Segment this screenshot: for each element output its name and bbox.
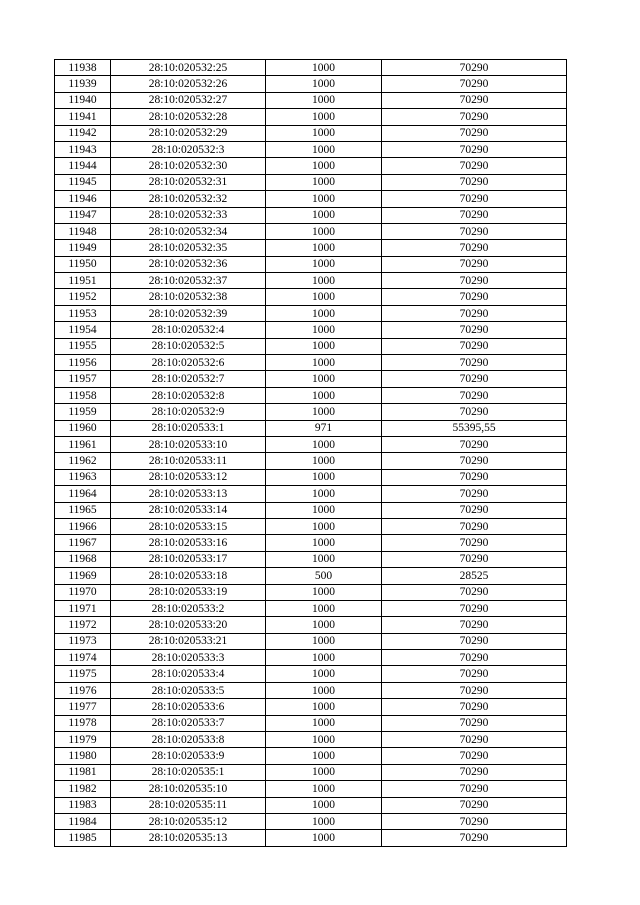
value-cell: 70290 [382,584,567,600]
area-cell: 1000 [266,371,382,387]
row-number-cell: 11945 [55,174,111,190]
area-cell: 1000 [266,781,382,797]
area-cell: 1000 [266,141,382,157]
area-cell: 1000 [266,469,382,485]
value-cell: 70290 [382,633,567,649]
cadastral-number-cell: 28:10:020533:15 [111,518,266,534]
table-row [55,305,567,321]
row-number-cell: 11953 [55,305,111,321]
area-cell: 1000 [266,355,382,371]
value-cell: 70290 [382,191,567,207]
cadastral-number-cell: 28:10:020533:1 [111,420,266,436]
table-row [55,568,567,584]
value-cell: 70290 [382,223,567,239]
value-cell: 70290 [382,256,567,272]
cadastral-number-cell: 28:10:020533:21 [111,633,266,649]
cadastral-number-cell: 28:10:020532:5 [111,338,266,354]
area-cell: 1000 [266,813,382,829]
value-cell: 70290 [382,732,567,748]
value-cell: 70290 [382,830,567,846]
area-cell: 1000 [266,273,382,289]
area-cell: 1000 [266,322,382,338]
area-cell: 1000 [266,125,382,141]
table-row [55,830,567,846]
table-row [55,584,567,600]
cadastral-number-cell: 28:10:020532:32 [111,191,266,207]
row-number-cell: 11957 [55,371,111,387]
row-number-cell: 11946 [55,191,111,207]
row-number-cell: 11948 [55,223,111,239]
value-cell: 70290 [382,371,567,387]
value-cell: 70290 [382,551,567,567]
value-cell: 70290 [382,355,567,371]
table-row [55,650,567,666]
table-row [55,223,567,239]
value-cell: 70290 [382,813,567,829]
table-row [55,535,567,551]
cadastral-number-cell: 28:10:020532:33 [111,207,266,223]
value-cell: 70290 [382,76,567,92]
area-cell: 1000 [266,207,382,223]
row-number-cell: 11982 [55,781,111,797]
row-number-cell: 11950 [55,256,111,272]
table-row [55,322,567,338]
area-cell: 1000 [266,584,382,600]
area-cell: 1000 [266,633,382,649]
area-cell: 1000 [266,617,382,633]
area-cell: 1000 [266,486,382,502]
area-cell: 1000 [266,76,382,92]
area-cell: 1000 [266,699,382,715]
cadastral-number-cell: 28:10:020532:9 [111,404,266,420]
area-cell: 1000 [266,682,382,698]
area-cell: 1000 [266,109,382,125]
value-cell: 70290 [382,273,567,289]
cadastral-number-cell: 28:10:020532:27 [111,92,266,108]
table-row [55,453,567,469]
value-cell: 70290 [382,338,567,354]
cadastral-number-cell: 28:10:020533:3 [111,650,266,666]
table-row [55,469,567,485]
cadastral-number-cell: 28:10:020532:38 [111,289,266,305]
value-cell: 70290 [382,158,567,174]
table-row [55,240,567,256]
row-number-cell: 11976 [55,682,111,698]
table-row [55,256,567,272]
cadastral-number-cell: 28:10:020532:26 [111,76,266,92]
value-cell: 70290 [382,715,567,731]
area-cell: 1000 [266,158,382,174]
area-cell: 1000 [266,502,382,518]
value-cell: 70290 [382,535,567,551]
row-number-cell: 11942 [55,125,111,141]
row-number-cell: 11961 [55,436,111,452]
cadastral-number-cell: 28:10:020532:30 [111,158,266,174]
table-row [55,436,567,452]
value-cell: 70290 [382,502,567,518]
row-number-cell: 11959 [55,404,111,420]
table-row [55,191,567,207]
table-row [55,404,567,420]
cadastral-number-cell: 28:10:020533:12 [111,469,266,485]
table-row [55,764,567,780]
table-row [55,682,567,698]
row-number-cell: 11955 [55,338,111,354]
table-row [55,109,567,125]
row-number-cell: 11969 [55,568,111,584]
table-row [55,158,567,174]
table-row [55,781,567,797]
row-number-cell: 11938 [55,60,111,76]
table-row [55,633,567,649]
value-cell: 70290 [382,682,567,698]
row-number-cell: 11943 [55,141,111,157]
row-number-cell: 11985 [55,830,111,846]
row-number-cell: 11979 [55,732,111,748]
cadastral-number-cell: 28:10:020533:10 [111,436,266,452]
table-row [55,699,567,715]
area-cell: 1000 [266,289,382,305]
table-row [55,797,567,813]
cadastral-number-cell: 28:10:020532:6 [111,355,266,371]
table-row [55,551,567,567]
cadastral-number-cell: 28:10:020533:16 [111,535,266,551]
area-cell: 1000 [266,305,382,321]
table-row [55,355,567,371]
value-cell: 70290 [382,453,567,469]
document-page [54,59,566,847]
row-number-cell: 11941 [55,109,111,125]
table-row [55,338,567,354]
row-number-cell: 11984 [55,813,111,829]
row-number-cell: 11947 [55,207,111,223]
value-cell: 70290 [382,436,567,452]
area-cell: 971 [266,420,382,436]
value-cell: 70290 [382,289,567,305]
row-number-cell: 11962 [55,453,111,469]
area-cell: 1000 [266,338,382,354]
row-number-cell: 11970 [55,584,111,600]
cadastral-number-cell: 28:10:020533:13 [111,486,266,502]
table-row [55,371,567,387]
area-cell: 1000 [266,830,382,846]
cadastral-number-cell: 28:10:020532:37 [111,273,266,289]
cadastral-number-cell: 28:10:020535:10 [111,781,266,797]
cadastral-number-cell: 28:10:020532:4 [111,322,266,338]
row-number-cell: 11944 [55,158,111,174]
table-row [55,125,567,141]
value-cell: 70290 [382,666,567,682]
value-cell: 70290 [382,617,567,633]
area-cell: 1000 [266,240,382,256]
area-cell: 1000 [266,256,382,272]
value-cell: 70290 [382,486,567,502]
cadastral-number-cell: 28:10:020535:13 [111,830,266,846]
area-cell: 1000 [266,600,382,616]
area-cell: 1000 [266,518,382,534]
area-cell: 1000 [266,715,382,731]
area-cell: 1000 [266,223,382,239]
table-row [55,76,567,92]
area-cell: 1000 [266,650,382,666]
value-cell: 70290 [382,305,567,321]
table-row [55,60,567,76]
value-cell: 70290 [382,125,567,141]
row-number-cell: 11972 [55,617,111,633]
row-number-cell: 11956 [55,355,111,371]
table-row [55,174,567,190]
area-cell: 1000 [266,732,382,748]
row-number-cell: 11968 [55,551,111,567]
cadastral-number-cell: 28:10:020535:1 [111,764,266,780]
table-body [55,60,567,847]
cadastral-number-cell: 28:10:020533:14 [111,502,266,518]
cadastral-number-cell: 28:10:020532:3 [111,141,266,157]
table-row [55,207,567,223]
row-number-cell: 11983 [55,797,111,813]
area-cell: 1000 [266,797,382,813]
value-cell: 70290 [382,650,567,666]
cadastral-number-cell: 28:10:020532:39 [111,305,266,321]
row-number-cell: 11963 [55,469,111,485]
row-number-cell: 11977 [55,699,111,715]
value-cell: 55395,55 [382,420,567,436]
value-cell: 70290 [382,387,567,403]
row-number-cell: 11966 [55,518,111,534]
value-cell: 70290 [382,141,567,157]
row-number-cell: 11958 [55,387,111,403]
row-number-cell: 11967 [55,535,111,551]
row-number-cell: 11949 [55,240,111,256]
area-cell: 500 [266,568,382,584]
cadastral-number-cell: 28:10:020532:35 [111,240,266,256]
row-number-cell: 11954 [55,322,111,338]
table-row [55,289,567,305]
area-cell: 1000 [266,551,382,567]
table-row [55,813,567,829]
table-row [55,420,567,436]
value-cell: 70290 [382,207,567,223]
cadastral-number-cell: 28:10:020532:7 [111,371,266,387]
cadastral-number-cell: 28:10:020532:28 [111,109,266,125]
row-number-cell: 11974 [55,650,111,666]
cadastral-number-cell: 28:10:020533:20 [111,617,266,633]
table-row [55,387,567,403]
row-number-cell: 11980 [55,748,111,764]
cadastral-number-cell: 28:10:020533:6 [111,699,266,715]
table-row [55,273,567,289]
row-number-cell: 11964 [55,486,111,502]
area-cell: 1000 [266,174,382,190]
value-cell: 70290 [382,764,567,780]
area-cell: 1000 [266,387,382,403]
cadastral-number-cell: 28:10:020533:11 [111,453,266,469]
row-number-cell: 11960 [55,420,111,436]
value-cell: 70290 [382,600,567,616]
value-cell: 70290 [382,404,567,420]
row-number-cell: 11939 [55,76,111,92]
value-cell: 70290 [382,240,567,256]
area-cell: 1000 [266,453,382,469]
row-number-cell: 11973 [55,633,111,649]
value-cell: 70290 [382,60,567,76]
table-row [55,617,567,633]
table-row [55,748,567,764]
table-row [55,92,567,108]
value-cell: 70290 [382,518,567,534]
area-cell: 1000 [266,764,382,780]
row-number-cell: 11952 [55,289,111,305]
table-row [55,715,567,731]
area-cell: 1000 [266,191,382,207]
area-cell: 1000 [266,92,382,108]
value-cell: 70290 [382,92,567,108]
row-number-cell: 11978 [55,715,111,731]
table-row [55,518,567,534]
value-cell: 70290 [382,469,567,485]
row-number-cell: 11981 [55,764,111,780]
table-row [55,486,567,502]
area-cell: 1000 [266,666,382,682]
table-row [55,600,567,616]
cadastral-number-cell: 28:10:020535:11 [111,797,266,813]
value-cell: 70290 [382,322,567,338]
row-number-cell: 11951 [55,273,111,289]
row-number-cell: 11940 [55,92,111,108]
value-cell: 70290 [382,797,567,813]
cadastral-number-cell: 28:10:020533:7 [111,715,266,731]
cadastral-number-cell: 28:10:020532:25 [111,60,266,76]
area-cell: 1000 [266,404,382,420]
table-row [55,666,567,682]
area-cell: 1000 [266,535,382,551]
area-cell: 1000 [266,748,382,764]
cadastral-number-cell: 28:10:020533:2 [111,600,266,616]
table-row [55,502,567,518]
row-number-cell: 11965 [55,502,111,518]
table-row [55,141,567,157]
cadastral-number-cell: 28:10:020533:17 [111,551,266,567]
value-cell: 70290 [382,699,567,715]
row-number-cell: 11975 [55,666,111,682]
cadastral-number-cell: 28:10:020532:31 [111,174,266,190]
value-cell: 70290 [382,174,567,190]
cadastral-number-cell: 28:10:020532:29 [111,125,266,141]
cadastral-number-cell: 28:10:020532:8 [111,387,266,403]
cadastral-number-cell: 28:10:020532:34 [111,223,266,239]
value-cell: 70290 [382,109,567,125]
cadastral-number-cell: 28:10:020533:4 [111,666,266,682]
cadastral-number-cell: 28:10:020533:9 [111,748,266,764]
value-cell: 70290 [382,781,567,797]
area-cell: 1000 [266,436,382,452]
table-row [55,732,567,748]
cadastral-number-cell: 28:10:020533:8 [111,732,266,748]
value-cell: 70290 [382,748,567,764]
cadastral-number-cell: 28:10:020535:12 [111,813,266,829]
area-cell: 1000 [266,60,382,76]
cadastral-number-cell: 28:10:020533:18 [111,568,266,584]
row-number-cell: 11971 [55,600,111,616]
data-table [54,59,567,847]
cadastral-number-cell: 28:10:020533:5 [111,682,266,698]
cadastral-number-cell: 28:10:020532:36 [111,256,266,272]
value-cell: 28525 [382,568,567,584]
cadastral-number-cell: 28:10:020533:19 [111,584,266,600]
